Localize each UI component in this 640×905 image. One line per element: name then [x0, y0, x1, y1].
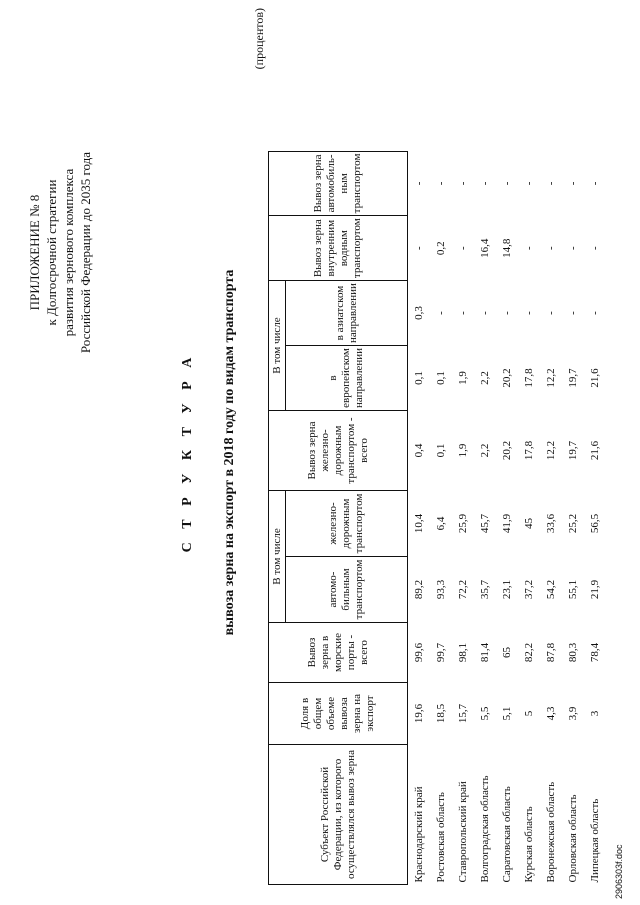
table-row	[540, 151, 562, 884]
table-cell: 56,5	[588, 513, 601, 534]
table-cell: -	[412, 246, 425, 251]
table-cell: 3	[588, 710, 601, 717]
unit-label: (процентов)	[252, 8, 266, 70]
region-cell: Орловская область	[566, 794, 579, 883]
table-cell: -	[544, 181, 557, 186]
table-cell: 6,4	[434, 516, 447, 531]
table-cell: -	[588, 181, 601, 186]
table-cell: -	[456, 246, 469, 251]
table-cell: 81,4	[478, 642, 491, 663]
table-cell: 20,2	[500, 368, 513, 388]
table-cell: 12,2	[544, 368, 557, 388]
appendix-line: ПРИЛОЖЕНИЕ № 8	[27, 194, 42, 311]
table-cell: 78,4	[588, 642, 601, 663]
table-cell: -	[522, 311, 535, 315]
region-cell: Саратовская область	[500, 786, 513, 883]
region-cell: Воронежская область	[544, 781, 557, 883]
table-cell: 89,2	[412, 579, 425, 600]
table-cell: 18,5	[434, 703, 447, 724]
header-including-1: В том числе	[269, 491, 286, 623]
header-auto-total: Вывоз зерна автомобиль-ным транспортом	[269, 151, 408, 216]
table-cell: -	[434, 181, 447, 186]
header-inland-water: Вывоз зерна внутренним водным транспортом	[269, 216, 408, 281]
table-cell: 54,2	[544, 579, 557, 600]
table-cell: 4,3	[544, 706, 557, 721]
table-cell: 0,1	[434, 371, 447, 385]
table-cell: 0,1	[412, 371, 425, 385]
table-cell: 35,7	[478, 579, 491, 600]
table-cell: 99,6	[412, 642, 425, 663]
table-cell: 25,9	[456, 513, 469, 534]
header-europe: в европейском направлении	[286, 346, 408, 411]
table-cell: 0,1	[434, 443, 447, 458]
appendix-block	[26, 152, 94, 353]
table-row	[452, 151, 474, 884]
header-asia: в азиатском направлении	[286, 281, 408, 346]
document-title: С Т Р У К Т У Р А	[180, 352, 195, 553]
table-cell: 1,9	[456, 443, 469, 458]
table-cell: -	[544, 246, 557, 251]
table-cell: 33,6	[544, 513, 557, 534]
table-cell: 0,4	[412, 443, 425, 458]
table-row	[474, 151, 496, 884]
table-row	[408, 151, 431, 884]
region-cell: Липецкая область	[588, 798, 601, 883]
export-structure-table	[268, 151, 606, 885]
table-cell: 82,2	[522, 642, 535, 663]
table-cell: 2,2	[478, 443, 491, 458]
table-cell: 99,7	[434, 642, 447, 663]
table-row	[496, 151, 518, 884]
table-cell: 23,1	[500, 579, 513, 600]
table-cell: 20,2	[500, 440, 513, 461]
table-cell: 87,8	[544, 642, 557, 663]
table-cell: 19,7	[566, 368, 579, 388]
table-cell: 3,9	[566, 706, 579, 721]
table-cell: 41,9	[500, 513, 513, 534]
table-cell: -	[478, 311, 491, 315]
table-cell: 65	[500, 647, 513, 658]
header-rail-total: Вывоз зерна железно-дорожным транспортом - всего	[269, 411, 408, 491]
table-cell: 15,7	[456, 703, 469, 724]
table-cell: 19,7	[566, 440, 579, 461]
document-subtitle: вывоза зерна на экспорт в 2018 году по видам транспорта	[222, 269, 237, 636]
appendix-line: к Долгосрочной стратегии	[44, 179, 59, 326]
table-cell: 5,1	[500, 706, 513, 721]
table-cell: -	[434, 311, 447, 315]
table-cell: -	[566, 181, 579, 186]
table-cell: 2,2	[478, 371, 491, 385]
table-row	[562, 151, 584, 884]
header-including-2: В том числе	[269, 281, 286, 411]
header-sea-total: Вывоз зерна в морские порты - всего	[269, 623, 408, 683]
table-cell: 72,2	[456, 579, 469, 600]
table-cell: -	[566, 311, 579, 315]
table-cell: 21,6	[588, 440, 601, 461]
table-cell: -	[544, 311, 557, 315]
table-cell: -	[588, 311, 601, 315]
table-cell: -	[566, 246, 579, 251]
table-cell: 55,1	[566, 579, 579, 600]
header-auto: автомо-бильным транспортом	[286, 557, 408, 623]
table-cell: -	[588, 246, 601, 251]
table-cell: 98,1	[456, 642, 469, 663]
table-cell: -	[500, 311, 513, 315]
appendix-line: Российской Федерации до 2035 года	[78, 152, 93, 354]
table-cell: 0,3	[412, 306, 425, 320]
table-cell: 16,4	[478, 238, 491, 258]
table-cell: 12,2	[544, 440, 557, 461]
table-cell: 1,9	[456, 371, 469, 385]
table-row	[518, 151, 540, 884]
table-cell: 10,4	[412, 513, 425, 534]
appendix-line: развития зернового комплекса	[61, 168, 76, 337]
table-cell: 17,8	[522, 368, 535, 388]
table-cell: -	[522, 246, 535, 251]
file-name: 2906303f.doc	[614, 844, 624, 899]
table-cell: 25,2	[566, 513, 579, 534]
table-cell: 45,7	[478, 513, 491, 534]
table-cell: 5,5	[478, 706, 491, 721]
table-cell: 21,9	[588, 579, 601, 600]
table-cell: 93,3	[434, 579, 447, 600]
table-cell: 0,2	[434, 241, 447, 256]
region-cell: Ставропольский край	[456, 781, 469, 883]
header-share: Доля в общем объеме вывоза зерна на экспорт	[269, 683, 408, 745]
table-row	[584, 151, 606, 884]
table-cell: -	[456, 311, 469, 315]
table-cell: 45	[522, 518, 535, 529]
table-cell: -	[412, 181, 425, 186]
region-cell: Волгоградская область	[478, 775, 491, 883]
region-cell: Краснодарский край	[412, 786, 425, 883]
table-cell: -	[478, 181, 491, 186]
header-region: Субъект Российской Федерации, из которого осуществлялся вывоз зерна	[269, 745, 408, 885]
table-cell: 80,3	[566, 642, 579, 663]
table-cell: 5	[522, 710, 535, 717]
header-rail: железно-дорожным транспортом	[286, 491, 408, 557]
table-cell: 37,2	[522, 579, 535, 600]
table-cell: 21,6	[588, 368, 601, 388]
table-cell: 14,8	[500, 238, 513, 258]
table-cell: 19,6	[412, 703, 425, 724]
table-cell: 17,8	[522, 440, 535, 461]
region-cell: Ростовская область	[434, 792, 447, 883]
table-cell: -	[500, 181, 513, 186]
table-cell: -	[456, 181, 469, 186]
table-cell: -	[522, 181, 535, 186]
table-row	[430, 151, 452, 884]
region-cell: Курская область	[522, 806, 535, 883]
